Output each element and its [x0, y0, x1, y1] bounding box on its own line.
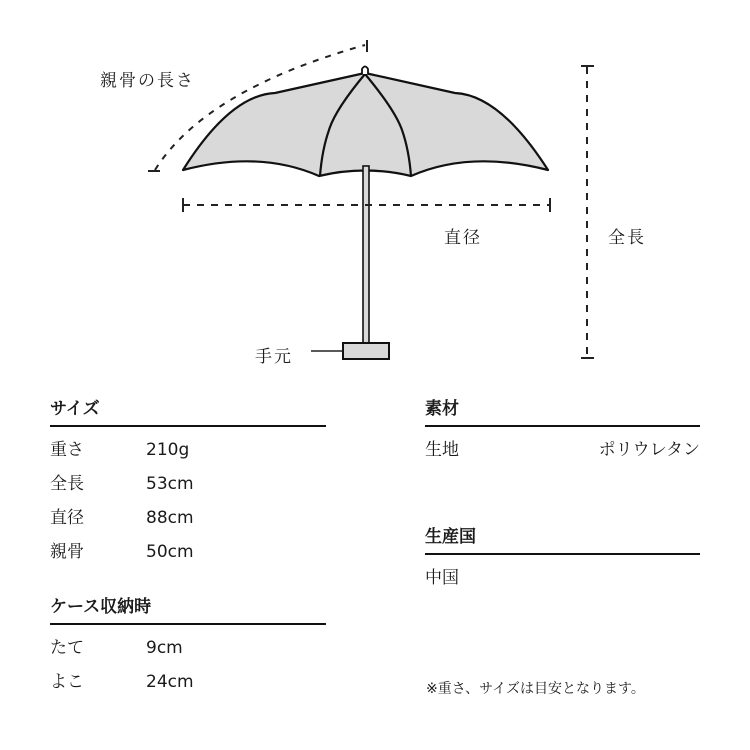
spec-value: 210g	[146, 440, 190, 460]
spec-label: 重さ	[50, 440, 84, 460]
spec-value: 24cm	[146, 672, 194, 692]
canopy	[183, 73, 548, 176]
divider	[425, 553, 700, 555]
handle	[343, 343, 389, 359]
spec-row-width	[50, 665, 326, 699]
spec-row-rib	[50, 535, 326, 569]
divider	[425, 425, 700, 427]
spec-value: 50cm	[146, 542, 194, 562]
spec-value: 88cm	[146, 508, 194, 528]
shaft	[363, 166, 369, 344]
origin-section	[425, 521, 700, 595]
spec-label: 親骨	[50, 542, 84, 562]
spec-row-diameter	[50, 501, 326, 535]
disclaimer-note: ※重さ、サイズは目安となります。	[426, 681, 645, 697]
diameter-label: 直径	[444, 228, 482, 248]
spec-label: たて	[50, 638, 84, 658]
spec-label: 全長	[50, 474, 84, 494]
spec-row-weight	[50, 433, 326, 467]
divider	[50, 623, 326, 625]
case-section-title: ケース収納時	[50, 597, 152, 617]
spec-label: よこ	[50, 672, 84, 692]
size-section	[50, 393, 326, 569]
spec-label: 直径	[50, 508, 84, 528]
material-section	[425, 393, 700, 467]
case-section	[50, 591, 326, 699]
origin-section-title: 生産国	[425, 527, 476, 547]
size-section-title: サイズ	[50, 399, 100, 419]
rib-length-label: 親骨の長さ	[100, 71, 195, 91]
spec-value: 9cm	[146, 638, 183, 658]
spec-row-fabric	[425, 433, 700, 467]
spec-row-country	[425, 561, 700, 595]
total-length-label: 全長	[608, 228, 646, 248]
handle-label: 手元	[255, 347, 293, 367]
divider	[50, 425, 326, 427]
spec-label: 生地	[425, 440, 459, 460]
spec-value: ポリウレタン	[598, 440, 700, 460]
material-section-title: 素材	[425, 399, 459, 419]
spec-row-height	[50, 631, 326, 665]
spec-label: 中国	[425, 568, 459, 588]
spec-row-total-length	[50, 467, 326, 501]
spec-value: 53cm	[146, 474, 194, 494]
